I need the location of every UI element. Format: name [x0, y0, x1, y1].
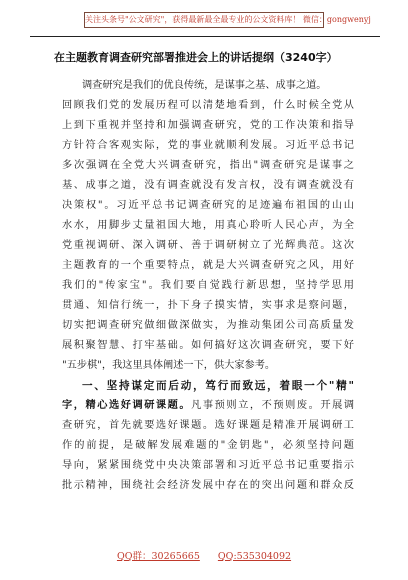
- paragraph-line: "五步棋"，我这里具体阐述一下，供大家参考。: [62, 360, 276, 371]
- paragraph-line: 调查研究是我们的优良传统，是谋事之基、成事之道。: [82, 80, 327, 91]
- paragraph-line: 水水，用脚步丈量祖国大地，用真心聆听人民心声，为全: [62, 220, 354, 231]
- section-heading-continued: [62, 396, 354, 416]
- document-title: 在主题教育调查研究部署推进会上的讲话提纲（3240字）: [54, 51, 338, 64]
- paragraph-line: 查研究，首先就要选好课题。选好课题是精准开展调研工: [62, 420, 354, 431]
- paragraph-line: 党重视调研、深入调研、善于调研树立了光辉典范。这次: [62, 240, 354, 251]
- paragraph-line: 上到下重视并坚持和加强调查研究，党的工作决策和指导: [62, 120, 354, 131]
- section-heading: 一、坚持谋定而后动，笃行而致远，着眼一个"精": [82, 380, 354, 392]
- paragraph-line: 方针符合客观实际，党的事业就顺利发展。习近平总书记: [62, 140, 354, 151]
- footer-qq-group: QQ群：30265665: [116, 551, 200, 562]
- paragraph-line: 决策权"。习近平总书记调查研究的足迹遍布祖国的山山: [62, 200, 354, 211]
- section-lead-text: 凡事预则立，不预则废。开展调: [191, 400, 355, 411]
- paragraph-line: 批示精神，围绕社会经济发展中存在的突出问题和群众反: [62, 480, 354, 491]
- page-footer: [0, 548, 408, 562]
- paragraph-line: 多次强调在全党大兴调查研究，指出"调查研究是谋事之: [62, 160, 354, 171]
- paragraph-line: 回顾我们党的发展历程可以清楚地看到，什么时候全党从: [62, 100, 354, 111]
- paragraph-line: 展积聚智慧、打牢基础。如何搞好这次调查研究，要下好: [62, 340, 354, 351]
- paragraph-line: 主题教育的一个重要特点，就是大兴调查研究之风，用好: [62, 260, 354, 271]
- header-divider: [30, 36, 380, 37]
- section-heading-tail: 字，精心选好调研课题。: [62, 400, 192, 411]
- footer-qq: QQ:535304092: [217, 551, 292, 562]
- paragraph-line: 我们的"传家宝"。我们要自觉践行新思想，坚持学思用: [62, 280, 354, 291]
- paragraph-line: 贯通、知信行统一，扑下身子摸实情，实事求是察问题，: [62, 300, 354, 311]
- paragraph-line: 基、成事之道，没有调查就没有发言权，没有调查就没有: [62, 180, 354, 191]
- paragraph-line: 作的前提，是破解发展难题的"金钥匙"，必须坚持问题: [62, 440, 354, 451]
- document-body: [62, 76, 354, 496]
- paragraph-line: 导向，紧紧围绕党中央决策部署和习近平总书记重要指示: [62, 460, 354, 471]
- header-banner: 关注头条号"公文研究"，获得最新最全最专业的公文资料库！ 微信：gongwenyj: [84, 12, 324, 28]
- paragraph-line: 切实把调查研究做细做深做实，为推动集团公司高质量发: [62, 320, 354, 331]
